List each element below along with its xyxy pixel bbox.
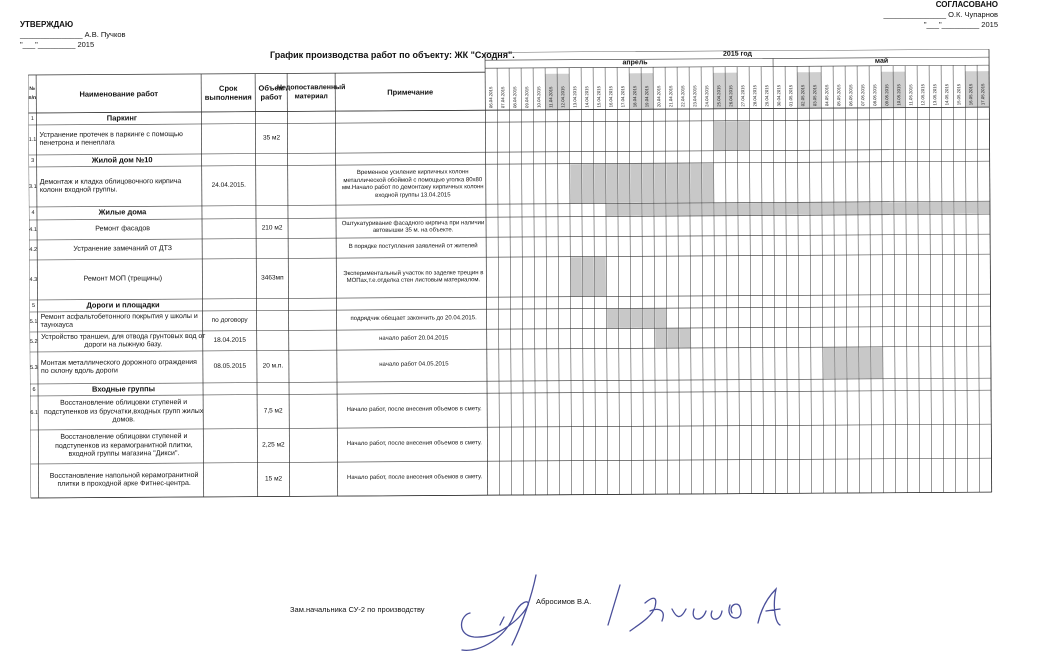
gantt-bar-cell <box>654 164 665 203</box>
approve-title: УТВЕРЖДАЮ <box>20 20 74 29</box>
work-volume <box>256 153 288 165</box>
date-header: 28.04.2015 <box>752 85 758 107</box>
gantt-bar-cell <box>618 164 629 203</box>
row-number: 1 <box>30 115 34 122</box>
gantt-bar-cell <box>571 257 582 296</box>
work-term <box>201 112 255 124</box>
work-note: Экспериментальный участок по заделке трещин в МОПах,т.е.отделка стен листовым материалом. <box>343 269 484 285</box>
work-note: Начало работ, после внесения объемов в смету. <box>346 474 483 482</box>
date-header: 06.05.2015 <box>848 84 854 106</box>
gantt-bar-cell <box>894 202 905 214</box>
work-name: Демонтаж и кладка облицовочного кирпича колонн входной группы. <box>39 177 182 194</box>
header-year: 2015 год <box>723 50 753 58</box>
gantt-bar-cell <box>583 257 594 296</box>
gantt-bar-cell <box>823 348 834 379</box>
gantt-bar-cell <box>702 203 713 215</box>
work-volume <box>255 111 287 123</box>
work-volume: 210 м2 <box>261 224 283 232</box>
work-term <box>203 395 257 429</box>
date-header: 25.04.2015 <box>716 85 722 107</box>
date-header: 07.04.2015 <box>500 86 506 109</box>
gantt-bar-cell <box>798 203 809 215</box>
header-note: Примечание <box>387 87 434 97</box>
work-note: Оштукатуривание фасадного кирпича при наличии автовышки 35 м. на объекте. <box>341 219 485 234</box>
gantt-bar-cell <box>619 309 630 328</box>
date-header: 30.04.2015 <box>776 84 782 107</box>
work-name: Устройство траншеи, для отвода грунтовых вод от дороги на лыжную базу. <box>41 332 206 349</box>
date-header: 08.05.2015 <box>872 84 878 106</box>
gantt-bar-cell <box>655 329 666 348</box>
agree-title: СОГЛАСОВАНО <box>935 0 998 9</box>
gantt-bar-cell <box>678 203 689 215</box>
row-number: 4.2 <box>29 246 38 253</box>
gantt-bar-cell <box>595 257 606 296</box>
date-header: 17.04.2015 <box>620 85 626 108</box>
row-number: 6.1 <box>30 409 39 416</box>
row-number: 5.2 <box>29 338 38 345</box>
date-header: 06.04.2015 <box>488 86 494 109</box>
date-header: 17.05.2015 <box>980 83 986 106</box>
date-header: 23.04.2015 <box>692 85 698 107</box>
work-term <box>202 239 256 259</box>
gantt-bar-cell <box>822 203 833 215</box>
agree-signer: _______________ О.К. Чупарнов <box>883 10 998 19</box>
row-number: 4.3 <box>29 276 38 283</box>
row-number: 6 <box>32 386 36 393</box>
date-header: 09.04.2015 <box>524 86 530 108</box>
row-number: 3.1 <box>28 183 37 190</box>
gantt-bar-cell <box>871 347 882 378</box>
work-note <box>336 152 490 165</box>
work-note: Временное усиление кирпичных колонн металлической обоймой с помощью уголка 80х80 мм.Начало работ по демонтажу кирпичных колонн входной группы 13.04.2015 <box>341 169 484 199</box>
date-header: 18.04.2015 <box>632 85 638 108</box>
date-header: 10.05.2015 <box>896 84 902 106</box>
date-header: 13.05.2015 <box>932 83 938 106</box>
gantt-bar-cell <box>570 164 581 203</box>
section-title: Паркинг <box>106 113 137 123</box>
header-name: Наименование работ <box>79 88 159 99</box>
gantt-bar-cell <box>786 203 797 215</box>
date-header: 29.04.2015 <box>764 84 770 107</box>
row-number: 3 <box>31 157 35 164</box>
date-header: 15.04.2015 <box>596 85 602 108</box>
header-may: май <box>874 57 889 65</box>
work-volume <box>256 205 288 218</box>
gantt-bar-cell <box>810 203 821 215</box>
work-name: Монтаж металлического дорожного ограждения по склону вдоль дороги <box>40 358 197 375</box>
date-header: 12.05.2015 <box>920 84 926 106</box>
gantt-bar-cell <box>738 203 749 215</box>
date-header: 27.04.2015 <box>740 85 746 107</box>
approve-signer: _______________ А.В. Пучков <box>20 30 126 39</box>
gantt-bar-cell <box>618 204 629 216</box>
date-header: 01.05.2015 <box>788 84 794 107</box>
gantt-bar-cell <box>714 121 725 150</box>
gantt-bar-cell <box>858 202 869 214</box>
gantt-bar-cell <box>762 203 773 215</box>
date-header: 04.05.2015 <box>824 84 830 107</box>
work-note <box>335 110 489 123</box>
date-header: 24.04.2015 <box>704 85 710 107</box>
schedule-table <box>28 49 993 533</box>
header-material: Недопоставленный материал <box>276 84 346 101</box>
work-volume: 7,5 м2 <box>263 407 283 415</box>
work-term <box>203 383 257 395</box>
gantt-bar-cell <box>678 163 689 202</box>
gantt-bar-cell <box>655 309 666 328</box>
footer-position: Зам.начальника СУ-2 по производству <box>290 605 425 614</box>
gantt-bar-cell <box>978 202 989 214</box>
gantt-bar-cell <box>726 121 737 150</box>
work-name: Ремонт МОП (трещины) <box>83 274 163 283</box>
gantt-bar-cell <box>966 202 977 214</box>
work-term <box>202 259 256 299</box>
date-header: 08.04.2015 <box>512 86 518 109</box>
work-term: 24.04.2015. <box>211 181 246 189</box>
gantt-bar-cell <box>594 164 605 203</box>
row-number <box>30 464 38 498</box>
gantt-bar-cell <box>882 202 893 214</box>
work-name: Восстановление напольной керамогранитной плитки в проходной арке Фитнес-центра. <box>49 471 199 488</box>
gantt-bar-cell <box>667 329 678 348</box>
gantt-bar-cell <box>582 164 593 203</box>
gantt-bar-cell <box>666 164 677 203</box>
row-number: 5.1 <box>29 318 38 325</box>
work-volume <box>256 238 288 258</box>
work-term <box>202 299 256 311</box>
gantt-bar-cell <box>835 348 846 379</box>
work-name: Устранение замечаний от ДТЗ <box>73 244 173 253</box>
work-note: В порядке поступления заявлений от жителей <box>348 243 478 251</box>
header-term: Срок выполнения <box>204 83 252 102</box>
work-note: начало работ 20.04.2015 <box>379 335 449 343</box>
work-volume <box>257 330 289 350</box>
header-april: апрель <box>622 59 648 67</box>
date-header: 09.05.2015 <box>884 84 890 106</box>
gantt-bar-cell <box>702 163 713 202</box>
gantt-bar-cell <box>847 347 858 378</box>
gantt-bar-cell <box>750 203 761 215</box>
date-header: 02.05.2015 <box>800 84 806 107</box>
gantt-bar-cell <box>631 309 642 328</box>
work-term <box>202 206 256 219</box>
gantt-bar-cell <box>607 309 618 328</box>
work-volume: 3463мп <box>261 274 284 282</box>
work-volume <box>256 165 288 205</box>
work-note <box>335 122 489 153</box>
row-number: 1.1 <box>28 136 37 143</box>
gantt-bar-cell <box>606 204 617 216</box>
work-note: Начало работ, после внесения объемов в смету. <box>346 406 482 414</box>
work-note: начало работ 04.05.2015 <box>379 361 449 369</box>
section-title: Жилые дома <box>98 207 147 217</box>
work-volume <box>257 310 289 330</box>
work-name: Ремонт фасадов <box>95 225 150 233</box>
date-header: 07.05.2015 <box>860 84 866 106</box>
work-volume: 35 м2 <box>262 134 281 142</box>
gantt-bar-cell <box>870 202 881 214</box>
footer-signer: Абросимов В.А. <box>536 597 592 606</box>
gantt-bar-cell <box>654 204 665 216</box>
gantt-bar-cell <box>714 203 725 215</box>
work-name: Восстановление облицовки ступеней и подступенков из керамогранитной плитки, входной группы магазина "Дикси". <box>55 433 193 459</box>
date-header: 16.05.2015 <box>968 83 974 106</box>
work-volume <box>257 382 289 394</box>
work-name: Ремонт асфальтобетонного покрытия у школы и таунхауса <box>40 312 198 329</box>
gantt-bar-cell <box>630 164 641 203</box>
date-header: 05.05.2015 <box>836 84 842 107</box>
work-term <box>202 219 256 239</box>
date-header: 26.04.2015 <box>728 85 734 107</box>
work-term <box>203 429 257 463</box>
date-header: 20.04.2015 <box>656 85 662 108</box>
gantt-bar-cell <box>846 202 857 214</box>
row-number: 4 <box>31 210 35 217</box>
document-title: График производства работ по объекту: ЖК "Сходня". <box>270 50 515 60</box>
work-note: подрядчик обещает закончить до 20.04.2015. <box>350 315 477 323</box>
work-volume: 20 м.п. <box>262 362 284 370</box>
date-header: 03.05.2015 <box>812 84 818 107</box>
gantt-bar-cell <box>834 203 845 215</box>
work-note <box>336 204 490 218</box>
row-number: 4.1 <box>29 226 37 233</box>
date-header: 11.04.2015 <box>548 86 554 108</box>
handwritten-signature <box>440 565 800 655</box>
section-title: Входные группы <box>92 383 156 394</box>
gantt-bar-cell <box>666 204 677 216</box>
gantt-bar-cell <box>859 347 870 378</box>
gantt-bar-cell <box>942 202 953 214</box>
work-term <box>201 124 255 154</box>
work-name: Восстановление облицовки ступеней и подступенков из брусчатки,входных групп жилых домов. <box>44 399 204 424</box>
gantt-bar-cell <box>930 202 941 214</box>
work-volume: 2,25 м2 <box>262 441 285 449</box>
gantt-bar-cell <box>690 163 701 202</box>
work-name: Устранение протечек в паркинге с помощью пенетрона и пенеплага <box>39 130 183 147</box>
gantt-bar-cell <box>679 328 690 347</box>
gantt-bar-cell <box>918 202 929 214</box>
work-note <box>337 381 491 394</box>
agree-date: "___"_________ 2015 <box>923 20 998 29</box>
date-header: 10.04.2015 <box>536 86 542 108</box>
work-volume <box>256 298 288 310</box>
work-term: по договору <box>211 316 248 324</box>
gantt-bar-cell <box>774 203 785 215</box>
date-header: 12.04.2015 <box>560 86 566 108</box>
work-term <box>202 154 256 166</box>
approve-date: "___"_________ 2015 <box>20 40 95 49</box>
date-header: 16.04.2015 <box>608 85 614 108</box>
row-number: 5.3 <box>30 364 38 371</box>
date-header: 19.04.2015 <box>644 85 650 108</box>
date-header: 11.05.2015 <box>908 84 914 106</box>
agree-block <box>838 0 998 30</box>
work-term: 18.04.2015 <box>213 336 247 344</box>
gantt-bar-cell <box>738 121 749 150</box>
date-header: 15.05.2015 <box>956 83 962 106</box>
section-title: Дороги и площадки <box>86 299 160 310</box>
work-term <box>203 463 257 497</box>
gantt-bar-cell <box>906 202 917 214</box>
date-header: 22.04.2015 <box>680 85 686 108</box>
row-number <box>30 430 38 464</box>
gantt-bar-cell <box>606 164 617 203</box>
date-header: 14.05.2015 <box>944 83 950 106</box>
work-note <box>336 297 490 310</box>
work-note: Начало работ, после внесения объемов в смету. <box>346 440 482 448</box>
gantt-bar-cell <box>642 204 653 216</box>
section-title: Жилой дом №10 <box>91 154 153 165</box>
work-volume: 15 м2 <box>265 475 283 483</box>
date-header: 21.04.2015 <box>668 85 674 108</box>
gantt-bar-cell <box>630 204 641 216</box>
gantt-bar-cell <box>726 203 737 215</box>
gantt-bar-cell <box>954 202 965 214</box>
row-number: 5 <box>31 302 36 309</box>
approve-block <box>20 20 170 50</box>
header-num: № п/п <box>28 85 36 101</box>
gantt-bar-cell <box>643 309 654 328</box>
gantt-bar-cell <box>690 203 701 215</box>
header-volume: Объем работ <box>258 83 284 102</box>
gantt-bar-cell <box>642 164 653 203</box>
date-header: 13.04.2015 <box>572 86 578 108</box>
date-header: 14.04.2015 <box>584 86 590 108</box>
work-term: 08.05.2015 <box>213 362 247 370</box>
